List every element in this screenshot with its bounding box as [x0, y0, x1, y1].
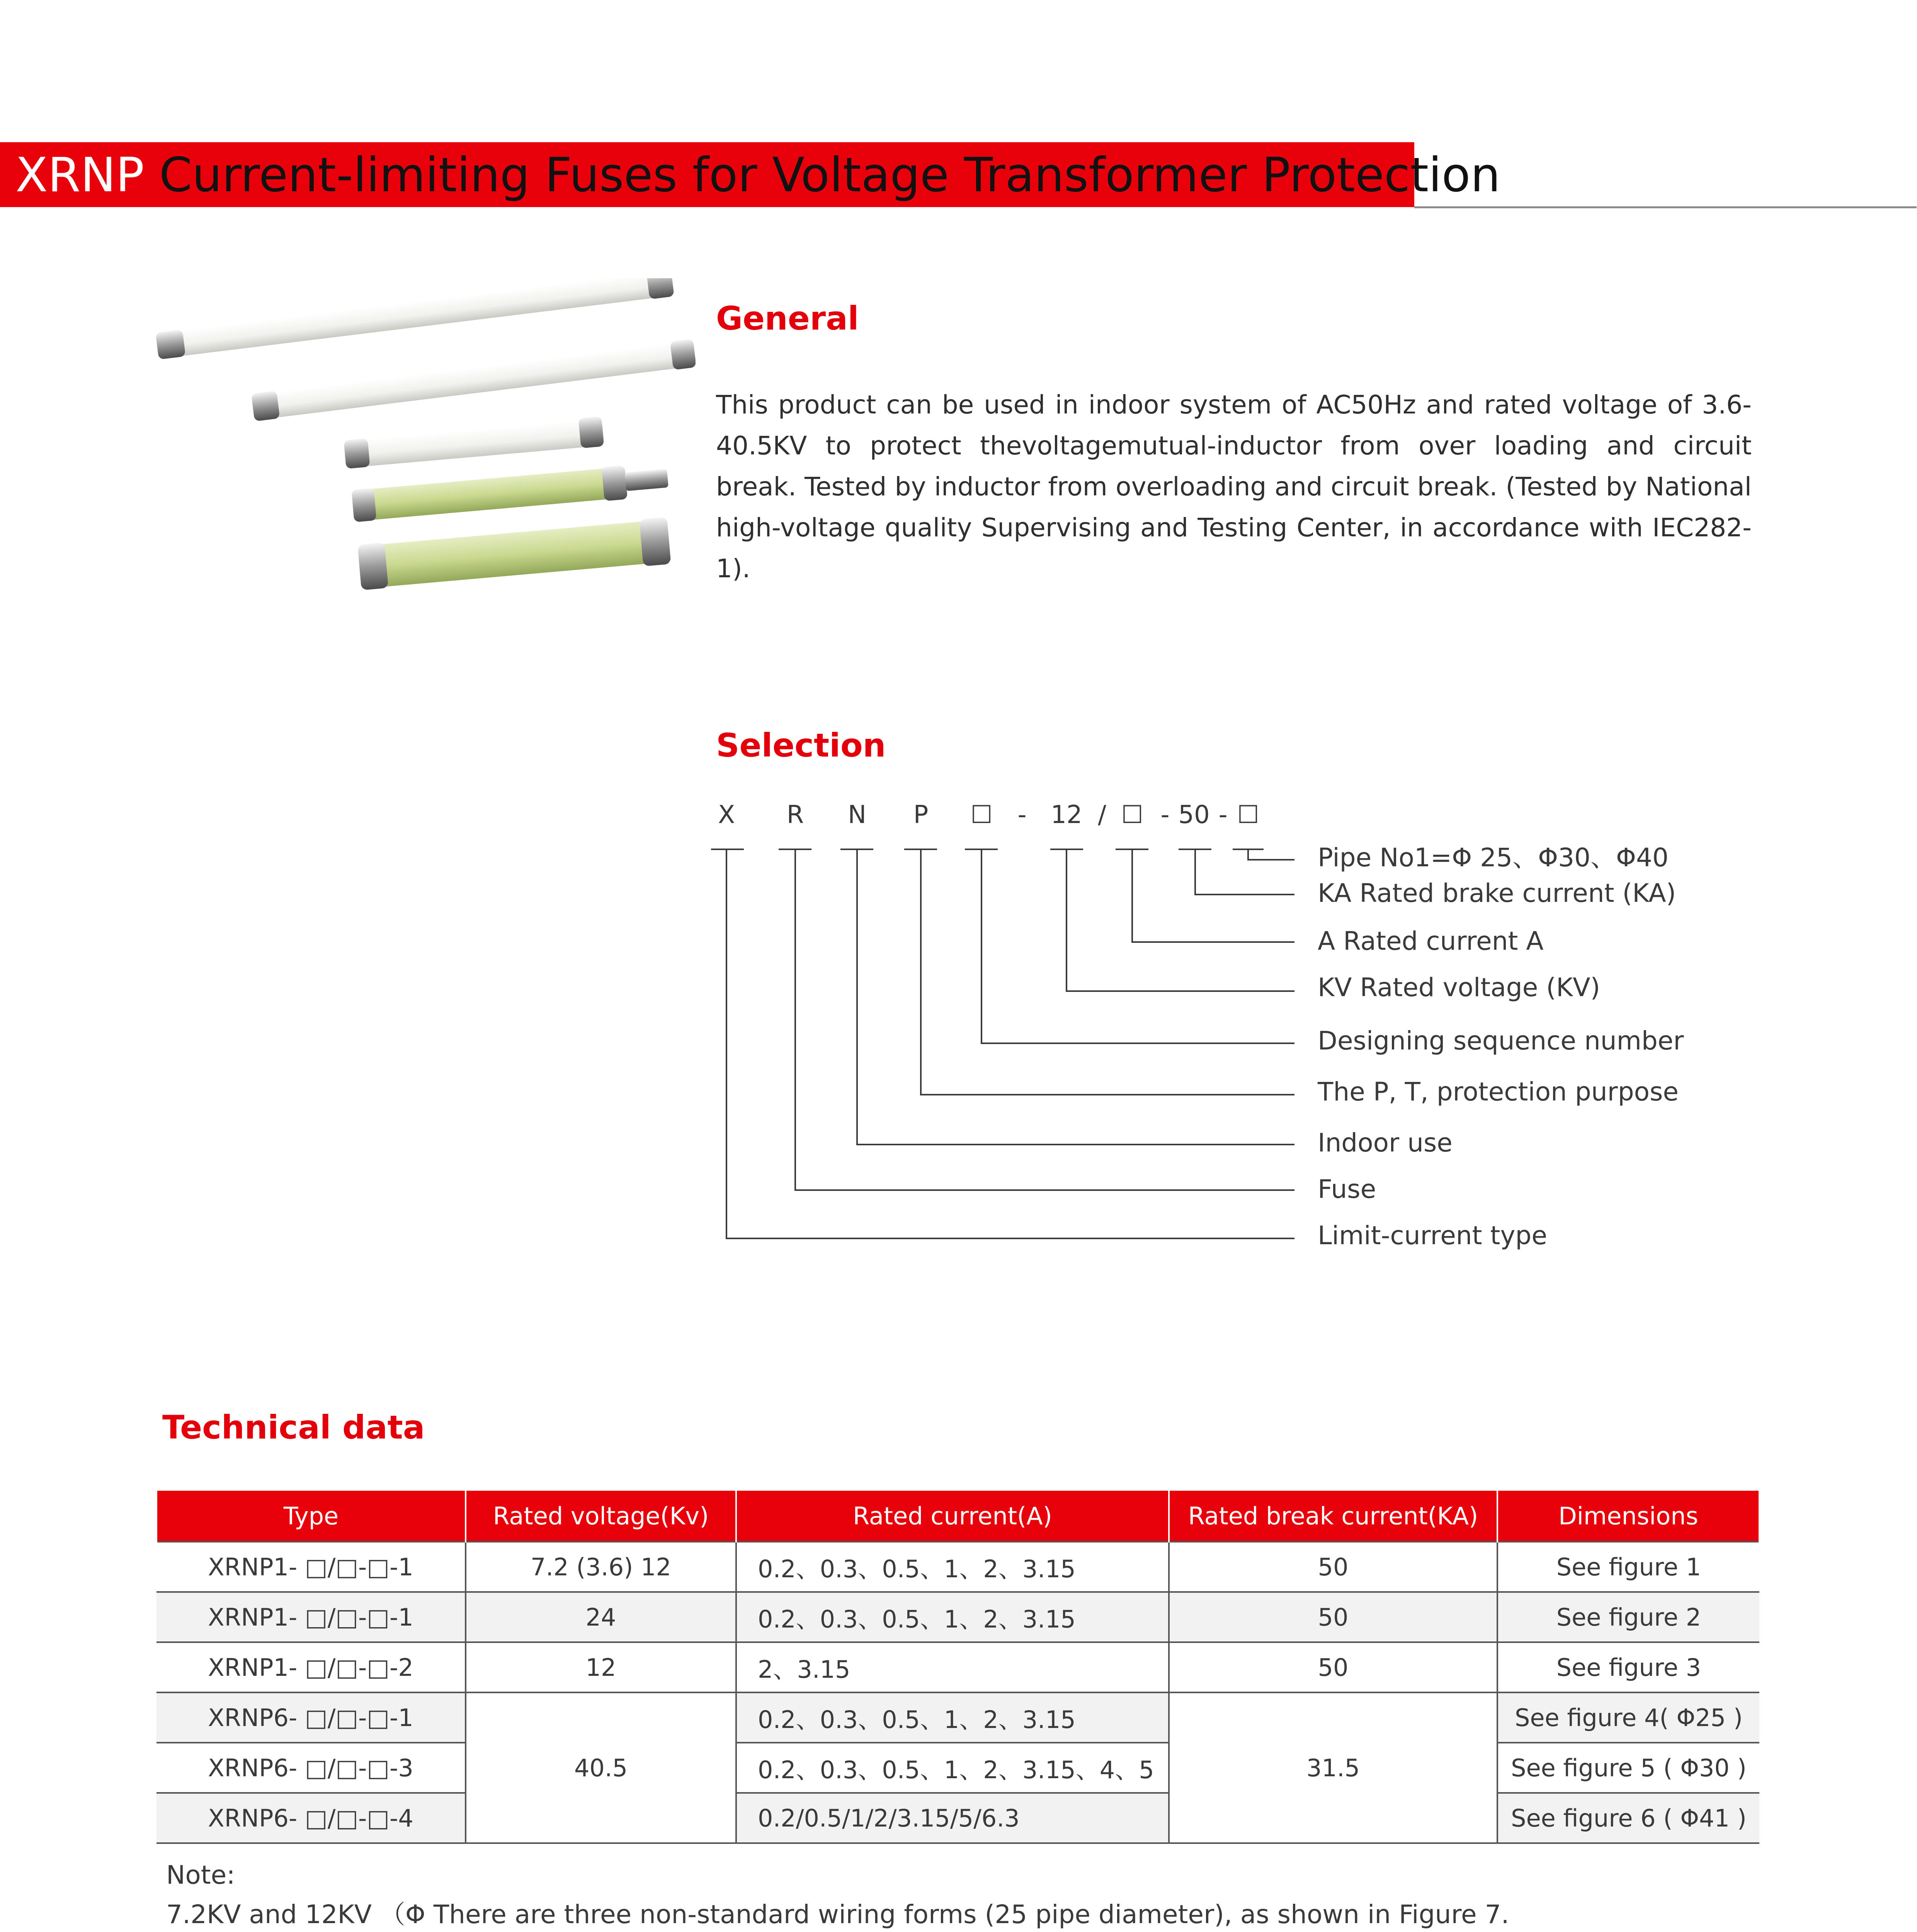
- title-model: XRNP: [15, 148, 145, 202]
- cell-current: 0.2、0.3、0.5、1、2、3.15: [736, 1542, 1169, 1592]
- selection-label: Designing sequence number: [1318, 1026, 1684, 1056]
- cell-type: XRNP1- □/□-□-1: [156, 1592, 466, 1642]
- title-rest: Current-limiting Fuses for Voltage Transformer Protection: [144, 148, 1500, 202]
- cell-type: XRNP6- □/□-□-1: [156, 1692, 466, 1743]
- table-row: [156, 1542, 1759, 1592]
- code-char: X: [718, 801, 735, 829]
- header-rated-current: Rated current(A): [736, 1491, 1169, 1542]
- cell-dimensions: See figure 1: [1497, 1542, 1759, 1592]
- code-char: -: [1017, 801, 1027, 829]
- cell-voltage: 12: [466, 1642, 736, 1692]
- table-row: [156, 1692, 1759, 1743]
- cell-current: 0.2/0.5/1/2/3.15/5/6.3: [736, 1793, 1169, 1843]
- table-row: [156, 1592, 1759, 1642]
- cell-dimensions: See figure 6 ( Φ41 ): [1497, 1793, 1759, 1843]
- technical-heading: Technical data: [162, 1408, 425, 1446]
- cell-dimensions: See figure 3: [1497, 1642, 1759, 1692]
- general-description: This product can be used in indoor system of AC50Hz and rated voltage of 3.6-40.5KV to protect thevoltagemutual-inductor from over loading and circuit break. Tested by inductor from overloading and circuit break. (Tested by National high-voltage quality Supervising and Testing Center, in accordance with IEC282-1).: [716, 390, 1752, 583]
- cell-dimensions: See figure 2: [1497, 1592, 1759, 1642]
- selection-label: A Rated current A: [1318, 926, 1544, 956]
- cell-type: XRNP1- □/□-□-1: [156, 1542, 466, 1592]
- code-char: 12: [1051, 801, 1082, 829]
- selection-heading: Selection: [716, 726, 886, 764]
- code-char: R: [786, 801, 804, 829]
- table-row: [156, 1743, 1759, 1793]
- selection-label: Fuse: [1318, 1174, 1376, 1204]
- header-rated-voltage: Rated voltage(Kv): [466, 1491, 736, 1542]
- code-char: -: [1160, 801, 1170, 829]
- table-row: [156, 1793, 1759, 1843]
- table-row: [156, 1642, 1759, 1692]
- general-heading: General: [716, 299, 859, 337]
- fuse-green-stud: [351, 462, 669, 523]
- code-char: ☐: [970, 801, 993, 829]
- header-dimensions: Dimensions: [1497, 1491, 1759, 1542]
- cell-break-current: 50: [1169, 1642, 1497, 1692]
- fuse-large-green: [357, 517, 671, 591]
- header-rated-break-current: Rated break current(KA): [1169, 1491, 1497, 1542]
- cell-voltage: 24: [466, 1592, 736, 1642]
- cell-type: XRNP1- □/□-□-2: [156, 1642, 466, 1692]
- selection-leader-lines: [711, 849, 1294, 1238]
- code-char: -: [1218, 801, 1228, 829]
- fuse-long-white: [155, 278, 674, 360]
- fuse-product-image: [147, 278, 696, 595]
- cell-current: 0.2、0.3、0.5、1、2、3.15: [736, 1592, 1169, 1642]
- fuse-short-white: [344, 416, 604, 469]
- selection-diagram: [696, 788, 1778, 1275]
- fuse-medium-white: [251, 339, 696, 422]
- header-type: Type: [156, 1491, 466, 1542]
- selection-label: Limit-current type: [1318, 1221, 1547, 1250]
- note-text: 7.2KV and 12KV （Φ There are three non-standard wiring forms (25 pipe diameter), as shown in Figure 7.: [166, 1900, 1509, 1929]
- cell-break-current: 50: [1169, 1592, 1497, 1642]
- cell-dimensions: See figure 4( Φ25 ): [1497, 1692, 1759, 1743]
- cell-type: XRNP6- □/□-□-3: [156, 1743, 466, 1793]
- cell-break-current: 31.5: [1169, 1692, 1497, 1843]
- code-char: P: [913, 801, 929, 829]
- cell-dimensions: See figure 5 ( Φ30 ): [1497, 1743, 1759, 1793]
- cell-type: XRNP6- □/□-□-4: [156, 1793, 466, 1843]
- code-char: N: [848, 801, 866, 829]
- cell-current: 0.2、0.3、0.5、1、2、3.15: [736, 1692, 1169, 1743]
- code-char: 50: [1178, 801, 1210, 829]
- technical-data-table: [156, 1491, 1760, 1844]
- selection-label: KA Rated brake current (KA): [1318, 878, 1676, 908]
- table-header-row: [156, 1491, 1759, 1542]
- cell-voltage: 7.2 (3.6) 12: [466, 1542, 736, 1592]
- code-char: ☐: [1237, 801, 1259, 829]
- title-divider: [1414, 206, 1917, 208]
- cell-current: 2、3.15: [736, 1642, 1169, 1692]
- cell-voltage: 40.5: [466, 1692, 736, 1843]
- selection-label: KV Rated voltage (KV): [1318, 973, 1601, 1002]
- selection-label: Pipe No1=Φ 25、Φ30、Φ40: [1318, 843, 1669, 872]
- page-title: [15, 146, 1500, 204]
- note-label: Note:: [166, 1860, 235, 1890]
- selection-label: The P, T, protection purpose: [1318, 1077, 1679, 1107]
- cell-current: 0.2、0.3、0.5、1、2、3.15、4、5: [736, 1743, 1169, 1793]
- selection-label: Indoor use: [1318, 1128, 1453, 1158]
- code-char: /: [1098, 801, 1106, 829]
- code-char: ☐: [1121, 801, 1143, 829]
- cell-break-current: 50: [1169, 1542, 1497, 1592]
